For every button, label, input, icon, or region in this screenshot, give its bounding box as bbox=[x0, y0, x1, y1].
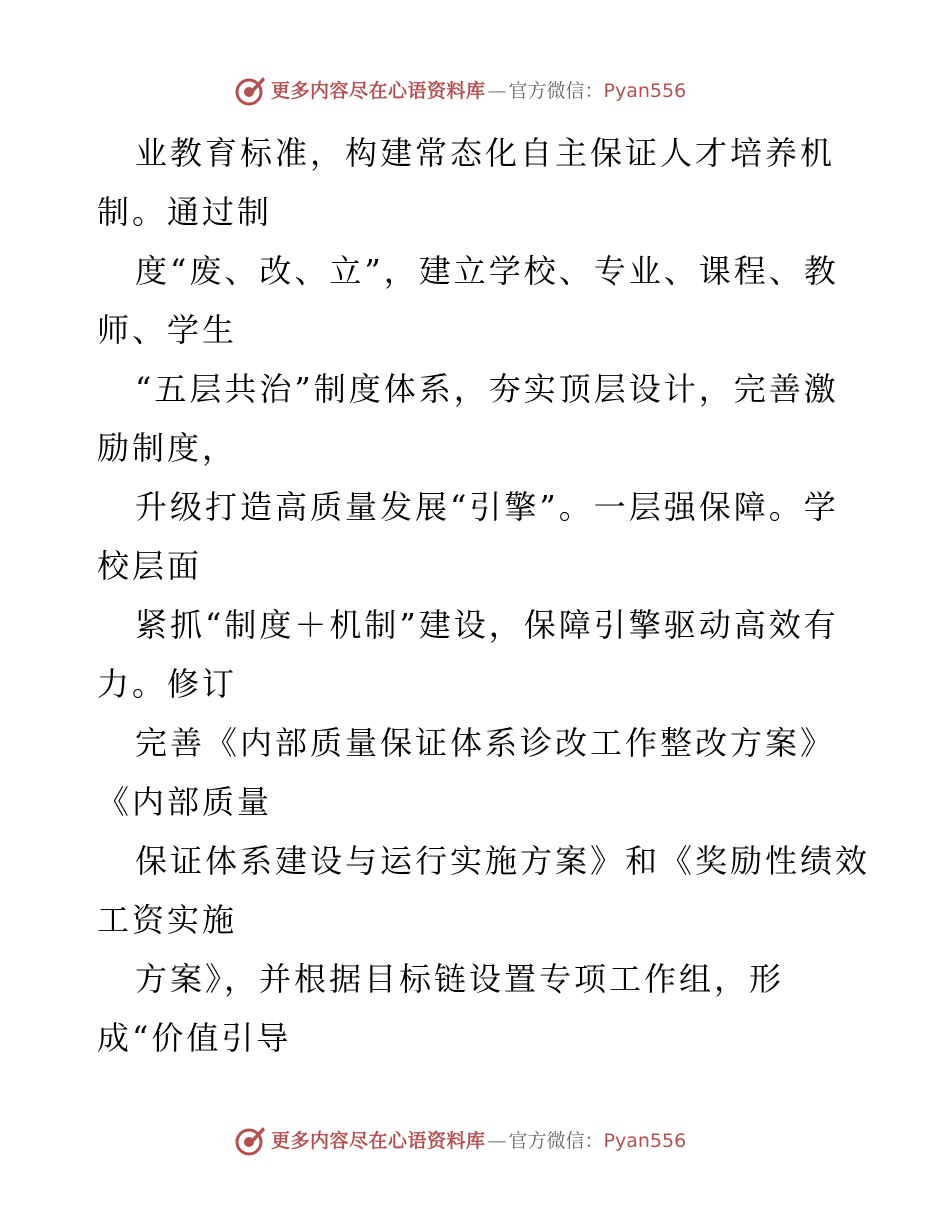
text-line: 升级打造高质量发展“引擎”。一层强保障。学 bbox=[135, 488, 839, 526]
text-line: 制。通过制 bbox=[97, 193, 273, 231]
watermark-main-text: 更多内容尽在心语资料库 bbox=[271, 1129, 486, 1152]
header-watermark bbox=[233, 74, 686, 108]
text-line: 紧抓“制度＋机制”建设，保障引擎驱动高效有 bbox=[135, 606, 839, 644]
watermark-dash: — bbox=[487, 79, 507, 102]
watermark-wechat-id: Pyan556 bbox=[603, 79, 687, 102]
footer-watermark bbox=[233, 1124, 686, 1158]
watermark-wechat-id: Pyan556 bbox=[603, 1129, 687, 1152]
text-line: 励制度， bbox=[97, 429, 238, 467]
text-line: “五层共治”制度体系，夯实顶层设计，完善激 bbox=[135, 370, 839, 408]
text-line: 力。修订 bbox=[97, 665, 238, 703]
text-line: 成“价值引导 bbox=[97, 1019, 292, 1057]
watermark-official-label: 官方微信： bbox=[508, 1129, 604, 1152]
quill-logo-icon bbox=[233, 74, 267, 108]
watermark-main-text: 更多内容尽在心语资料库 bbox=[271, 79, 486, 102]
text-line: 完善《内部质量保证体系诊改工作整改方案》 bbox=[135, 724, 836, 762]
watermark-dash: — bbox=[487, 1129, 507, 1152]
text-line: 度“废、改、立”，建立学校、专业、课程、教 bbox=[135, 252, 839, 290]
quill-logo-icon bbox=[233, 1124, 267, 1158]
text-line: 业教育标准，构建常态化自主保证人才培养机 bbox=[135, 134, 836, 172]
text-line: 方案》，并根据目标链设置专项工作组，形 bbox=[135, 960, 785, 998]
text-line: 保证体系建设与运行实施方案》和《奖励性绩效 bbox=[135, 842, 871, 880]
text-line: 工资实施 bbox=[97, 901, 238, 939]
text-line: 校层面 bbox=[97, 547, 203, 585]
document-body bbox=[97, 124, 871, 1068]
watermark-official-label: 官方微信： bbox=[508, 79, 604, 102]
text-line: 《内部质量 bbox=[97, 783, 273, 821]
text-line: 师、学生 bbox=[97, 311, 238, 349]
